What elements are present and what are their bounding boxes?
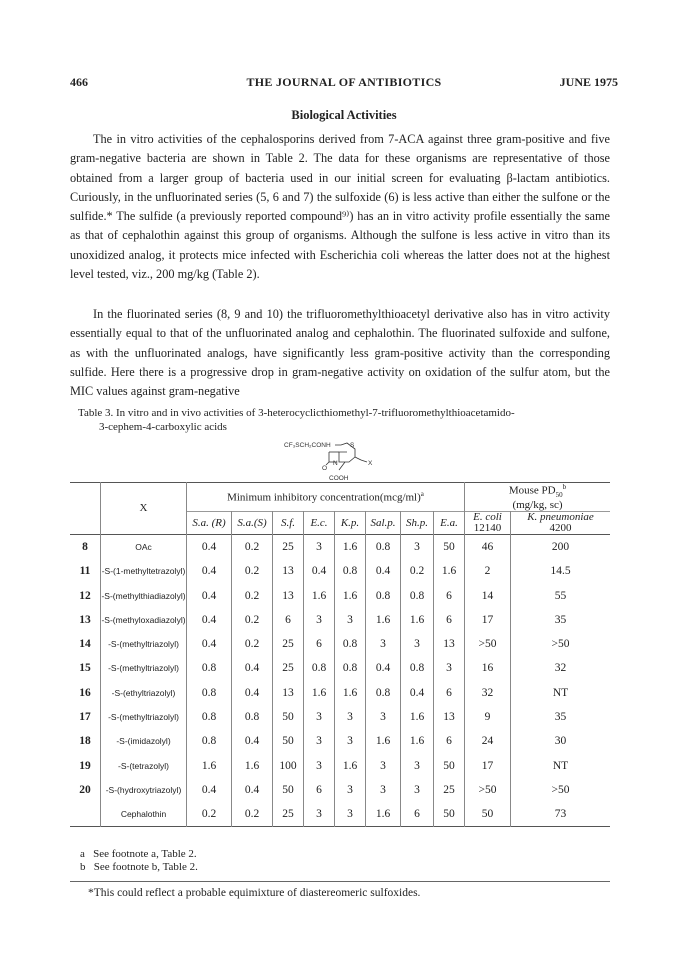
substituent-x: Cephalothin — [101, 802, 187, 827]
org-header: S.a.(S) — [232, 511, 273, 534]
value-cell: NT — [511, 754, 611, 778]
value-cell: 13 — [273, 681, 304, 705]
value-cell: 6 — [304, 778, 335, 802]
value-cell: 6 — [434, 608, 465, 632]
compound-number: 14 — [79, 638, 91, 651]
substituent-x: OAc — [101, 534, 187, 559]
compound-number — [70, 802, 101, 827]
value-cell: 2 — [465, 559, 511, 583]
compound-number: 17 — [79, 711, 91, 724]
value-cell: 0.4 — [401, 681, 434, 705]
value-cell: 24 — [465, 729, 511, 753]
compound-number: 18 — [79, 735, 91, 748]
value-cell: 50 — [273, 778, 304, 802]
value-cell: 0.8 — [187, 656, 232, 680]
value-cell: 0.4 — [366, 559, 401, 583]
x-column-header: X — [101, 483, 187, 535]
value-cell: 1.6 — [366, 608, 401, 632]
value-cell: 6 — [434, 729, 465, 753]
ecoli-header: E. coli 12140 — [465, 511, 511, 534]
value-cell: >50 — [511, 778, 611, 802]
value-cell: 13 — [434, 632, 465, 656]
value-cell: 3 — [366, 754, 401, 778]
footnote-b: b See footnote b, Table 2. — [80, 861, 198, 873]
value-cell: 16 — [465, 656, 511, 680]
substituent-x: -S-(methylthiadiazolyl) — [101, 583, 187, 607]
value-cell: 50 — [465, 802, 511, 827]
value-cell: 3 — [401, 632, 434, 656]
value-cell: 17 — [465, 754, 511, 778]
value-cell: 3 — [335, 802, 366, 827]
org-header: S.a. (R) — [187, 511, 232, 534]
kpn-header: K. pneumoniae 4200 — [511, 511, 611, 534]
substituent-x: -S-(tetrazolyl) — [101, 754, 187, 778]
value-cell: 1.6 — [335, 681, 366, 705]
value-cell: 0.2 — [232, 583, 273, 607]
value-cell: 3 — [304, 729, 335, 753]
footnote-rule — [70, 881, 610, 882]
value-cell: >50 — [511, 632, 611, 656]
org-header: E.c. — [304, 511, 335, 534]
value-cell: 0.8 — [232, 705, 273, 729]
value-cell: 25 — [273, 802, 304, 827]
compound-number: 13 — [79, 613, 91, 626]
value-cell: 0.8 — [304, 656, 335, 680]
substituent-x: -S-(methyloxadiazolyl) — [101, 608, 187, 632]
value-cell: 0.4 — [232, 681, 273, 705]
value-cell: 3 — [335, 729, 366, 753]
value-cell: 35 — [511, 608, 611, 632]
value-cell: 200 — [511, 534, 611, 559]
value-cell: 3 — [335, 705, 366, 729]
table-row — [70, 534, 610, 559]
bottom-footnote: *This could reflect a probable equimixture of diastereomeric sulfoxides. — [88, 887, 421, 899]
value-cell: 0.8 — [187, 681, 232, 705]
value-cell: 6 — [434, 583, 465, 607]
value-cell: 0.4 — [187, 559, 232, 583]
value-cell: 0.2 — [232, 608, 273, 632]
org-header: Sal.p. — [366, 511, 401, 534]
substituent-x: -S-(methyltriazolyl) — [101, 656, 187, 680]
value-cell: 0.4 — [232, 778, 273, 802]
value-cell: 3 — [401, 754, 434, 778]
value-cell: 13 — [434, 705, 465, 729]
value-cell: 3 — [366, 705, 401, 729]
compound-number: 15 — [79, 662, 91, 675]
substituent-x: -S-(methyltriazolyl) — [101, 632, 187, 656]
value-cell: 0.4 — [304, 559, 335, 583]
compound-number: 16 — [79, 686, 91, 699]
substituent-x: -S-(imidazolyl) — [101, 729, 187, 753]
cephem-structure-diagram — [284, 438, 399, 484]
paragraph-2: In the fluorinated series (8, 9 and 10) the trifluoromethylthioacetyl derivative also has in vitro activity essentially equal to that of the unfluorinated analog and cephalothin. The fluorinated sulfoxide and sulfone, as with the unfluorinated analogs, have significantly less gram-positive activity than the corresponding sulfide. Here there is a progressive drop in gram-negative activity on oxidation of the sulfur atom, but the MIC values against gram-negative — [70, 307, 610, 399]
value-cell: 35 — [511, 705, 611, 729]
table-row — [70, 754, 610, 778]
value-cell: 3 — [366, 632, 401, 656]
value-cell: >50 — [465, 778, 511, 802]
value-cell: 1.6 — [366, 802, 401, 827]
running-header — [70, 75, 618, 91]
value-cell: 0.8 — [335, 559, 366, 583]
value-cell: 1.6 — [187, 754, 232, 778]
table-row — [70, 656, 610, 680]
value-cell: 0.4 — [232, 729, 273, 753]
activity-table — [70, 482, 610, 827]
value-cell: 0.8 — [366, 583, 401, 607]
footnote-a: a See footnote a, Table 2. — [80, 848, 197, 860]
value-cell: 3 — [304, 608, 335, 632]
value-cell: 0.2 — [232, 802, 273, 827]
value-cell: 0.4 — [187, 583, 232, 607]
value-cell: 13 — [273, 559, 304, 583]
compound-number: 19 — [79, 759, 91, 772]
table-row — [70, 632, 610, 656]
compound-number: 8 — [82, 540, 88, 553]
value-cell: 1.6 — [304, 583, 335, 607]
table-row — [70, 778, 610, 802]
structure-x: X — [368, 460, 373, 467]
substituent-x: -S-(1-methyltetrazolyl) — [101, 559, 187, 583]
value-cell: 6 — [401, 802, 434, 827]
value-cell: 0.8 — [401, 656, 434, 680]
value-cell: 0.8 — [335, 656, 366, 680]
value-cell: 6 — [273, 608, 304, 632]
value-cell: 3 — [366, 778, 401, 802]
value-cell: 0.4 — [187, 608, 232, 632]
value-cell: 1.6 — [401, 729, 434, 753]
value-cell: 100 — [273, 754, 304, 778]
org-header: E.a. — [434, 511, 465, 534]
value-cell: 3 — [304, 705, 335, 729]
table-footnotes — [80, 848, 198, 874]
org-header: K.p. — [335, 511, 366, 534]
value-cell: 0.4 — [187, 778, 232, 802]
table-row — [70, 583, 610, 607]
paragraph-1: The in vitro activities of the cephalosporins derived from 7-ACA against three gram-positive and five gram-negative bacteria are shown in Table 2. The data for these organisms are representative of those obtained from a larger group of bacteria used in our initial screen for evaluating β-lactam antibiotics. Curiously, in the unfluorinated series (5, 6 and 7) the sulfoxide (6) is less active than either the sulfone or the sulfide.* The sulfide (a previously reported compound⁹⁾) has an in vitro activity profile essentially the same as that of cephalothin against this group of organisms. Although the sulfone is less active in vitro than its unoxidized analog, it protects mice infected with Escherichia coli whereas the latter does not at the highest level tested, viz., 200 mg/kg (Table 2). — [70, 132, 610, 282]
compound-number: 12 — [79, 589, 91, 602]
value-cell: 0.8 — [187, 705, 232, 729]
value-cell: 1.6 — [304, 681, 335, 705]
org-header: Sh.p. — [401, 511, 434, 534]
table-row — [70, 705, 610, 729]
mic-header: Minimum inhibitory $concentration(mcg/ml)^a$ — [187, 483, 465, 512]
substituent-x: -S-(ethyltriazolyl) — [101, 681, 187, 705]
value-cell: 0.4 — [232, 656, 273, 680]
value-cell: 46 — [465, 534, 511, 559]
value-cell: 0.8 — [366, 534, 401, 559]
value-cell: 25 — [273, 656, 304, 680]
substituent-x: -S-(hydroxytriazolyl) — [101, 778, 187, 802]
table-row — [70, 608, 610, 632]
table-row — [70, 681, 610, 705]
value-cell: 1.6 — [434, 559, 465, 583]
structure-oxygen: O — [322, 465, 328, 472]
value-cell: 50 — [434, 802, 465, 827]
value-cell: 6 — [434, 681, 465, 705]
compound-number-header — [70, 483, 101, 535]
value-cell: 50 — [273, 705, 304, 729]
value-cell: 25 — [273, 632, 304, 656]
table-row — [70, 802, 610, 827]
value-cell: 6 — [304, 632, 335, 656]
structure-sidechain: CF₃SCH₂CONH — [284, 442, 331, 449]
value-cell: 0.4 — [366, 656, 401, 680]
value-cell: 3 — [335, 608, 366, 632]
value-cell: 0.2 — [187, 802, 232, 827]
structure-cooh: COOH — [329, 475, 349, 482]
value-cell: 1.6 — [335, 754, 366, 778]
value-cell: 50 — [434, 534, 465, 559]
value-cell: 0.2 — [232, 559, 273, 583]
value-cell: 0.2 — [232, 534, 273, 559]
value-cell: 0.2 — [232, 632, 273, 656]
table-row — [70, 559, 610, 583]
value-cell: 25 — [434, 778, 465, 802]
value-cell: 3 — [434, 656, 465, 680]
value-cell: 32 — [511, 656, 611, 680]
value-cell: 0.8 — [335, 632, 366, 656]
structure-sulfur: S — [350, 442, 355, 449]
value-cell: >50 — [465, 632, 511, 656]
journal-title: THE JOURNAL OF ANTIBIOTICS — [246, 75, 442, 89]
table-row — [70, 729, 610, 753]
value-cell: 30 — [511, 729, 611, 753]
value-cell: 9 — [465, 705, 511, 729]
issue-date: JUNE 1975 — [559, 75, 618, 89]
value-cell: 1.6 — [366, 729, 401, 753]
table-caption: Table 3. In vitro and in vivo activities of 3-heterocyclicthiomethyl-7-trifluoromethylthioacetamido- 3-cephem-4-carboxylic acids — [78, 407, 515, 433]
value-cell: 50 — [273, 729, 304, 753]
value-cell: 13 — [273, 583, 304, 607]
org-header: S.f. — [273, 511, 304, 534]
value-cell: 0.8 — [366, 681, 401, 705]
value-cell: NT — [511, 681, 611, 705]
value-cell: 3 — [304, 754, 335, 778]
value-cell: 1.6 — [335, 534, 366, 559]
value-cell: 0.8 — [401, 583, 434, 607]
value-cell: 14 — [465, 583, 511, 607]
value-cell: 32 — [465, 681, 511, 705]
structure-nitrogen: N — [333, 460, 338, 467]
value-cell: 3 — [401, 778, 434, 802]
value-cell: 3 — [304, 802, 335, 827]
value-cell: 1.6 — [401, 608, 434, 632]
value-cell: 0.2 — [401, 559, 434, 583]
value-cell: 3 — [401, 534, 434, 559]
pd50-header: Mouse $PD_{50}^b$ (mg/kg, sc) — [465, 483, 611, 512]
substituent-x: -S-(methyltriazolyl) — [101, 705, 187, 729]
value-cell: 1.6 — [232, 754, 273, 778]
value-cell: 0.8 — [187, 729, 232, 753]
value-cell: 3 — [335, 778, 366, 802]
compound-number: 11 — [79, 565, 91, 578]
value-cell: 3 — [304, 534, 335, 559]
value-cell: 1.6 — [335, 583, 366, 607]
section-title: Biological Activities — [291, 108, 397, 122]
value-cell: 25 — [273, 534, 304, 559]
value-cell: 73 — [511, 802, 611, 827]
value-cell: 50 — [434, 754, 465, 778]
value-cell: 0.4 — [187, 632, 232, 656]
compound-number: 20 — [79, 783, 91, 796]
value-cell: 17 — [465, 608, 511, 632]
value-cell: 55 — [511, 583, 611, 607]
value-cell: 1.6 — [401, 705, 434, 729]
value-cell: 14.5 — [511, 559, 611, 583]
page-number: 466 — [70, 75, 88, 89]
value-cell: 0.4 — [187, 534, 232, 559]
